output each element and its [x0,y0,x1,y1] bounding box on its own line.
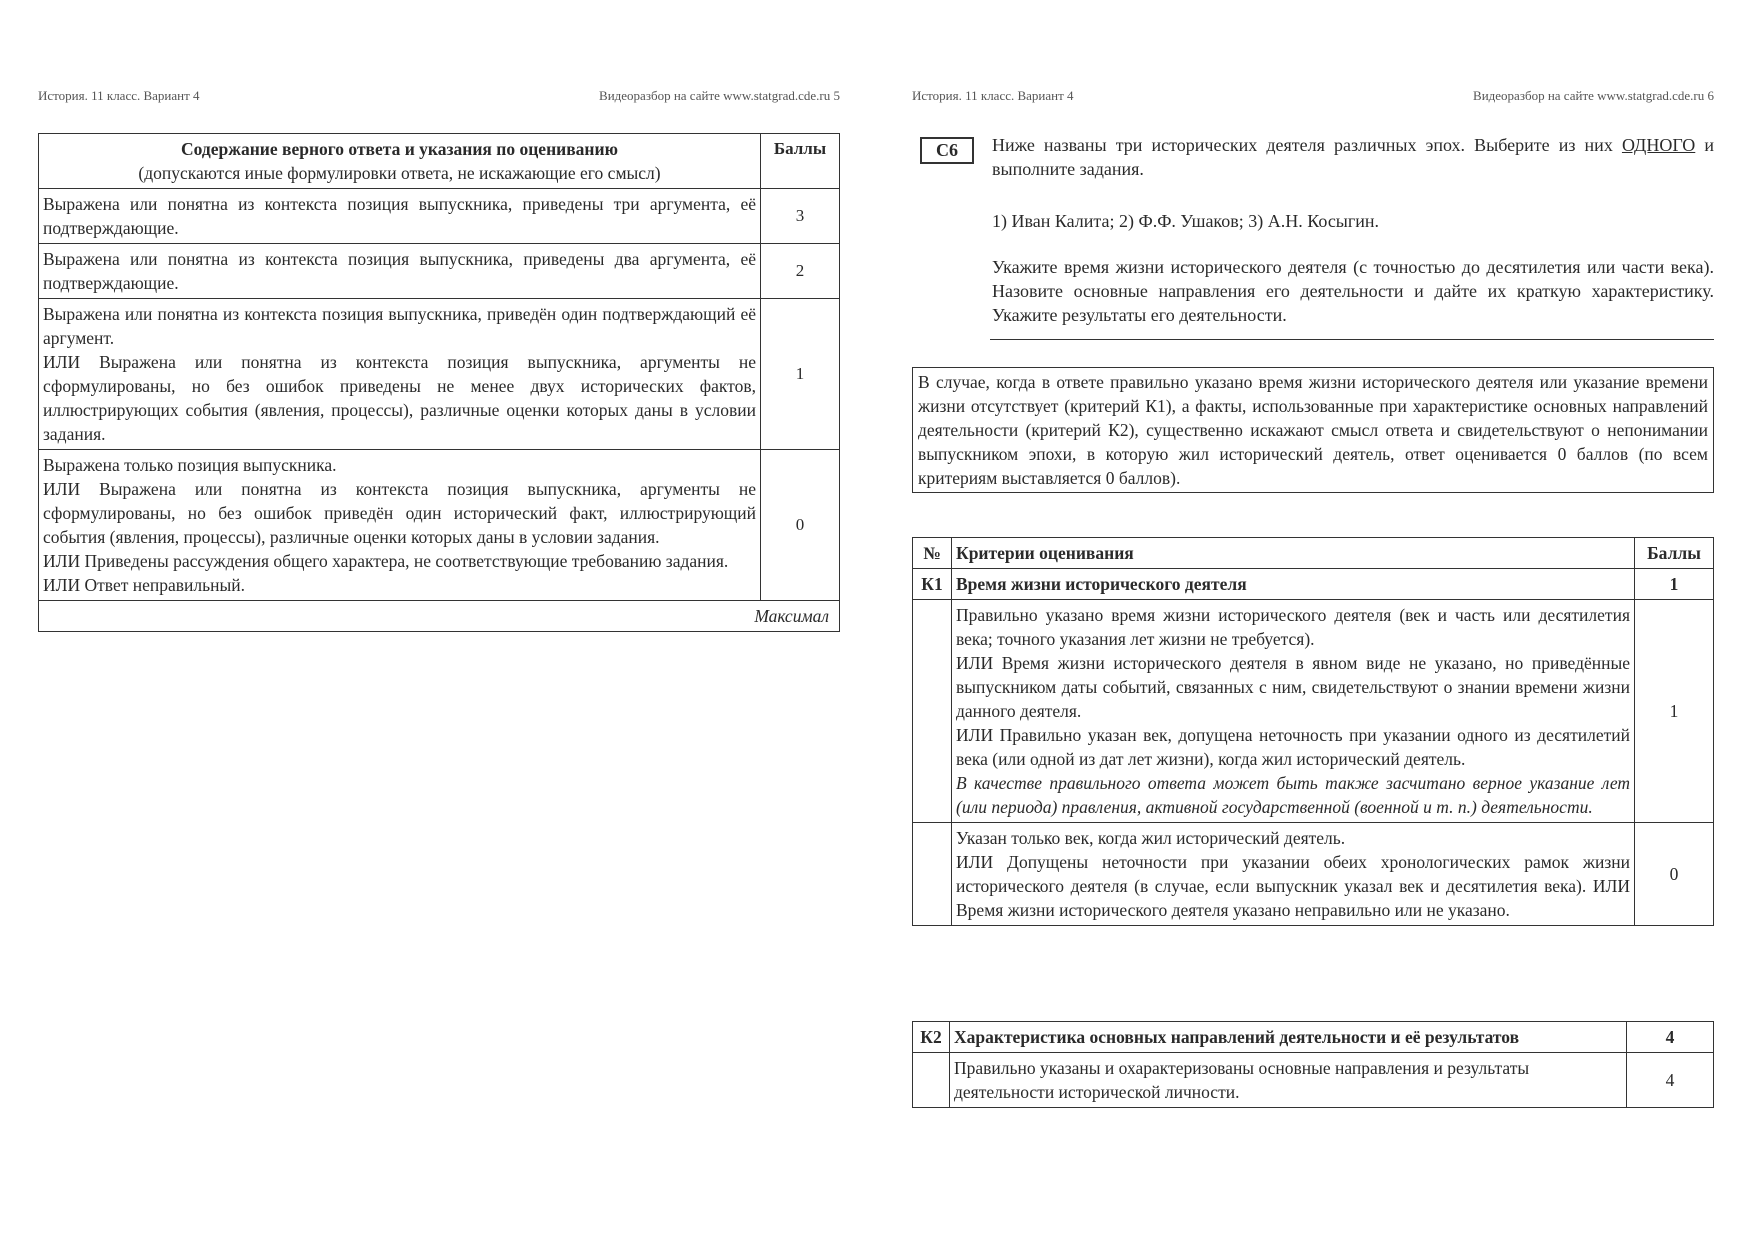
task-intro-underlined: ОДНОГО [1621,135,1696,155]
task-instructions: Укажите время жизни исторического деятеля (с точностью до десятилетия или части века). Назовите основные направления его деятельности и дайте их краткую характеристику. Укажите результаты его деятельности. [992,257,1714,325]
table-row [913,600,1714,823]
criterion-k1-points: 1 [1635,569,1714,600]
row-points: 0 [761,450,840,601]
row-line: Указан только век, когда жил исторический деятель. [956,828,1346,848]
scoring-col1-title: Содержание верного ответа и указания по оцениванию [181,139,618,159]
task-persons: 1) Иван Калита; 2) Ф.Ф. Ушаков; 3) А.Н. Косыгин. [992,211,1380,231]
task-intro-text-end: и выполните задания. [992,135,1715,179]
row-points: 1 [1635,600,1714,823]
left-header-title: История. 11 класс. Вариант 4 [38,88,200,103]
left-header-site: Видеоразбор на сайте www.statgrad.cde.ru 5 [599,88,840,103]
scoring-table [38,133,840,632]
max-score-label: Максимал [39,601,840,632]
row-criteria-text [39,189,761,244]
row-criteria-text [39,450,761,601]
criteria-col-title: Критерии оценивания [952,538,1635,569]
row-criteria-text [39,299,761,450]
row-line: ИЛИ Ответ неправильный. [43,575,245,595]
row-italic-note: В качестве правильного ответа может быть также засчитано верное указание лет (или периода) правления, активной государственной (военной и т. п.) деятельности. [956,773,1630,817]
table-row [39,189,840,244]
task-intro-text: Ниже названы три исторических деятеля различных эпох. Выберите из них [992,135,1613,155]
right-header-title: История. 11 класс. Вариант 4 [912,88,1074,103]
criterion-k2-no: К2 [913,1022,950,1053]
right-page-header [912,88,1714,104]
row-line: Выражена только позиция выпускника. [43,455,337,475]
scoring-header-row [39,134,840,189]
task-divider [990,339,1714,340]
k2-score4-text: Правильно указаны и охарактеризованы основные направления и результаты деятельности исторической личности. [950,1053,1627,1108]
criterion-k1-row [913,569,1714,600]
row-line: ИЛИ Правильно указан век, допущена неточность при указании одного из десятилетий века (или одной из дат лет жизни), когда жил исторический деятель. [956,725,1630,769]
criterion-k2-points: 4 [1627,1022,1714,1053]
empty-cell [913,1053,950,1108]
k1-score0-text [952,823,1635,926]
row-line: Выражена или понятна из контекста позиция выпускника, приведён один подтверждающий её аргумент. [43,304,756,348]
max-row [39,601,840,632]
row-points: 4 [1627,1053,1714,1108]
table-row [913,1053,1714,1108]
empty-cell [913,823,952,926]
criterion-k2-row [913,1022,1714,1053]
table-row [39,299,840,450]
criteria-col-no: № [913,538,952,569]
row-points: 3 [761,189,840,244]
scoring-note: В случае, когда в ответе правильно указано время жизни исторического деятеля или указание времени жизни отсутствует (критерий К1), а факты, использованные при характеристике основных направлений деятельности (критерий К2), существенно искажают смысл ответа и свидетельствуют о непонимании выпускником эпохи, в которую жил исторический деятель, ответ оценивается 0 баллов (по всем критериям выставляется 0 баллов). [912,367,1714,493]
task-intro [992,133,1714,181]
row-points: 1 [761,299,840,450]
row-line: ИЛИ Время жизни исторического деятеля в явном виде не указано, но приведённые выпускником даты событий, связанных с ним, свидетельствуют о знании времени жизни данного деятеля. [956,653,1630,721]
row-line: ИЛИ Допущены неточности при указании обеих хронологических рамок жизни исторического деятеля (в случае, если выпускник указал век и десятилетия века). ИЛИ Время жизни исторического деятеля указано неправильно или не указано. [956,852,1630,920]
criteria-header-row [913,538,1714,569]
criterion-k2-title: Характеристика основных направлений деятельности и её результатов [950,1022,1627,1053]
row-points: 2 [761,244,840,299]
row-criteria-text [39,244,761,299]
criteria-col-points: Баллы [1635,538,1714,569]
scoring-header-content [39,134,761,189]
criterion-k1-title: Время жизни исторического деятеля [952,569,1635,600]
criteria-table [912,537,1714,926]
table-row [39,244,840,299]
right-header-site: Видеоразбор на сайте www.statgrad.cde.ru 6 [1473,88,1714,103]
criterion-k1-no: К1 [913,569,952,600]
scoring-col1-subtitle: (допускаются иные формулировки ответа, не искажающие его смысл) [138,163,661,183]
row-line: ИЛИ Приведены рассуждения общего характера, не соответствующие требованию задания. [43,551,729,571]
row-line: Правильно указано время жизни исторического деятеля (век и часть или десятилетия века; точного указания лет жизни не требуется). [956,605,1630,649]
criterion-k2-table [912,1021,1714,1108]
table-row [39,450,840,601]
task-code-badge: С6 [920,137,974,164]
row-points: 0 [1635,823,1714,926]
table-row [913,823,1714,926]
empty-cell [913,600,952,823]
row-line: ИЛИ Выражена или понятна из контекста позиция выпускника, аргументы не сформулированы, но без ошибок приведены не менее двух исторических фактов, иллюстрирующих события (явления, процессы), различные оценки которых даны в условии задания. [43,352,756,444]
k1-score1-text [952,600,1635,823]
row-line: Выражена или понятна из контекста позиция выпускника, приведены три аргумента, её подтверждающие. [43,194,756,238]
row-line: ИЛИ Выражена или понятна из контекста позиция выпускника, аргументы не сформулированы, но без ошибок приведён один исторический факт, иллюстрирующий события (явления, процессы), различные оценки которых даны в условии задания. [43,479,756,547]
scoring-col2-title: Баллы [761,134,840,189]
task-statement [992,133,1714,355]
row-line: Выражена или понятна из контекста позиция выпускника, приведены два аргумента, её подтверждающие. [43,249,756,293]
left-page-header [38,88,840,104]
